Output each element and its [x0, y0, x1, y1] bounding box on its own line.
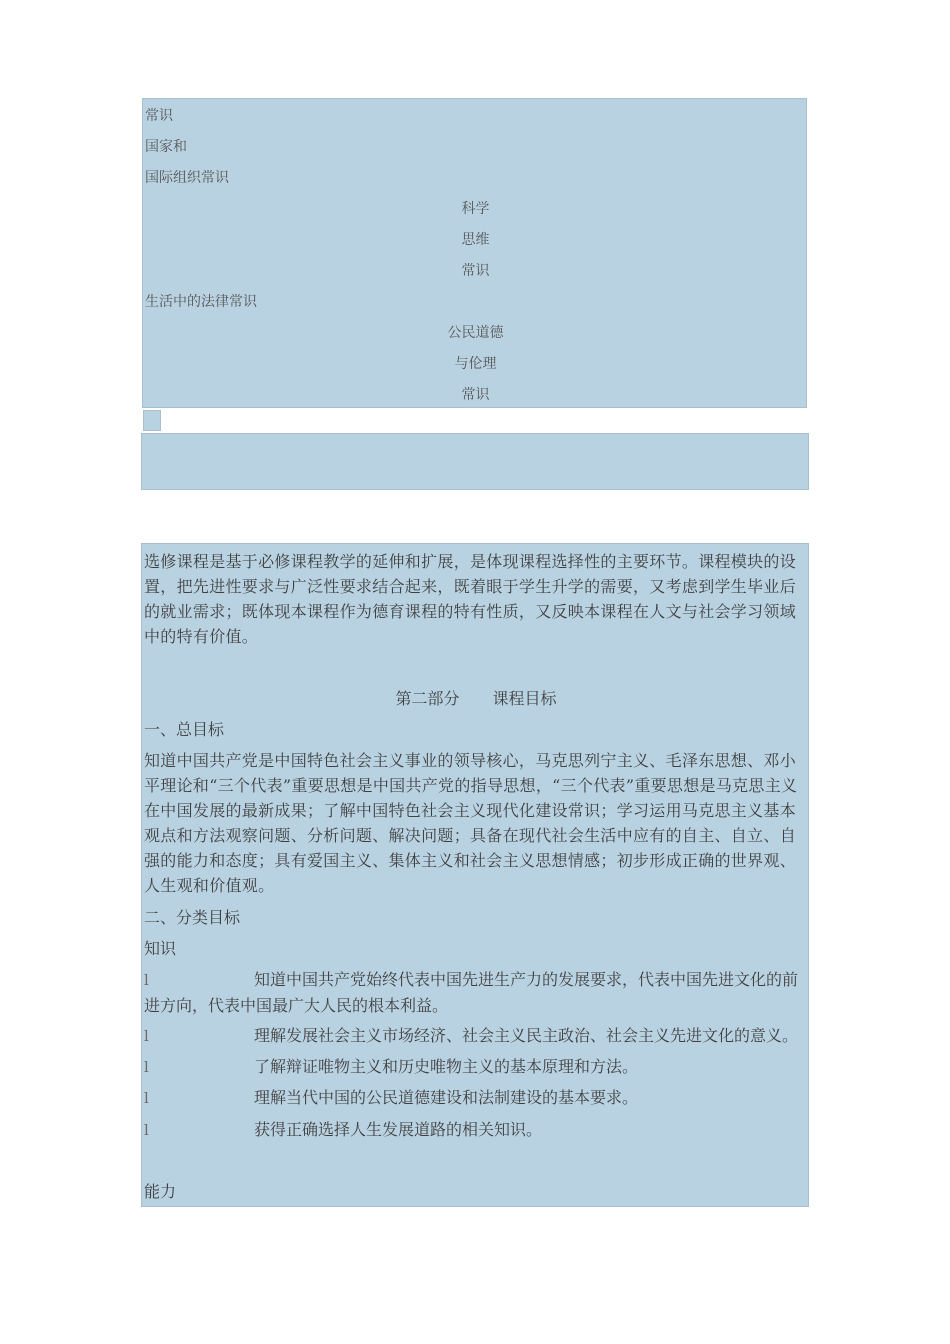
top-center-3: 常识 — [461, 263, 490, 279]
top-line-3: 国际组织常识 — [145, 170, 229, 186]
bullet-marker-2: l — [144, 1027, 149, 1045]
bullet-item-3: 了解辩证唯物主义和历史唯物主义的基本原理和方法。 — [254, 1057, 639, 1076]
intro-paragraph: 选修课程是基于必修课程教学的延伸和扩展，是体现课程选择性的主要环节。课程模块的设置，把先进性要求与广泛性要求结合起来，既着眼于学生升学的需要，又考虑到学生毕业后的就业需求；既体现本课程作为德育课程的特有性质，又反映本课程在人文与社会学习领域中的特有价值。 — [144, 552, 797, 646]
bullet-marker-4: l — [144, 1089, 149, 1107]
knowledge-heading: 知识 — [144, 939, 177, 958]
bullet-marker-5: l — [144, 1121, 149, 1139]
bullet-item-5: 获得正确选择人生发展道路的相关知识。 — [254, 1120, 543, 1139]
bullet-item-2: 理解发展社会主义市场经济、社会主义民主政治、社会主义先进文化的意义。 — [254, 1026, 799, 1045]
bullet-marker-3: l — [144, 1058, 149, 1076]
top-center-4: 公民道德 — [447, 325, 504, 341]
small-square-cell — [143, 410, 161, 431]
top-line-1: 常识 — [145, 108, 173, 124]
empty-table-block — [141, 433, 809, 490]
top-center-6: 常识 — [461, 387, 490, 403]
bullet-item-1: 知道中国共产党始终代表中国先进生产力的发展要求，代表中国先进文化的前进方向，代表中国最广大人民的根本利益。 — [144, 970, 799, 1015]
top-line-2: 国家和 — [145, 139, 187, 155]
main-content-block — [141, 543, 809, 1207]
goal1-paragraph: 知道中国共产党是中国特色社会主义事业的领导核心，马克思列宁主义、毛泽东思想、邓小平理论和“三个代表”重要思想是中国共产党的指导思想，“三个代表”重要思想是马克思主义在中国发展的最新成果；了解中国特色社会主义现代化建设常识；学习运用马克思主义基本观点和方法观察问题、分析问题、解决问题；具备在现代社会生活中应有的自主、自立、自强的能力和态度；具有爱国主义、集体主义和社会主义思想情感；初步形成正确的世界观、人生观和价值观。 — [144, 751, 798, 895]
top-center-2: 思维 — [461, 232, 490, 248]
ability-heading: 能力 — [144, 1182, 177, 1201]
bullet-marker-1: l — [144, 971, 149, 989]
top-center-5: 与伦理 — [454, 356, 497, 372]
bullet-item-4: 理解当代中国的公民道德建设和法制建设的基本要求。 — [254, 1088, 639, 1107]
goal2-heading: 二、分类目标 — [144, 908, 241, 927]
part-title: 第二部分 课程目标 — [395, 689, 557, 708]
top-line-law: 生活中的法律常识 — [145, 294, 257, 310]
top-table-block — [142, 98, 807, 408]
goal1-heading: 一、总目标 — [144, 720, 225, 739]
top-center-1: 科学 — [461, 201, 490, 217]
